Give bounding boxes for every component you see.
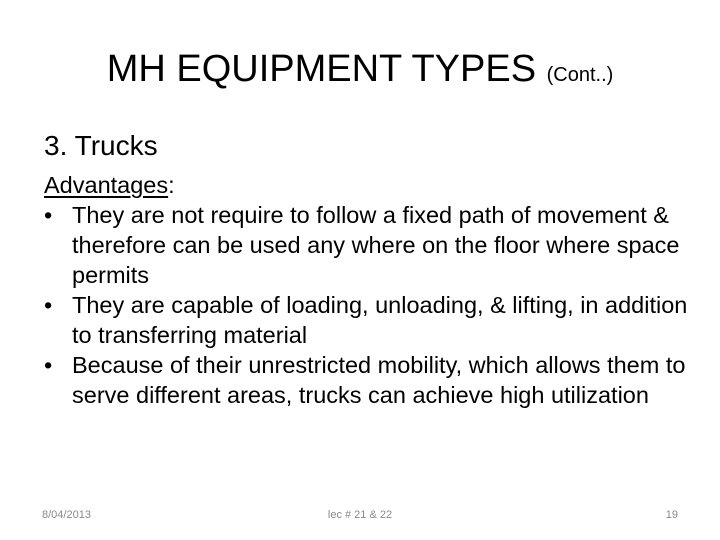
advantages-label: Advantages (44, 172, 169, 198)
bullet-text: They are capable of loading, unloading, & lifting, in addition to transferring material (72, 292, 688, 348)
footer-page-number: 19 (665, 509, 678, 521)
slide-title-main: MH EQUIPMENT TYPES (106, 48, 537, 90)
slide-title-suffix: (Cont..) (546, 64, 614, 86)
slide-title (0, 46, 720, 98)
slide-body (44, 128, 694, 410)
footer-lecture: lec # 21 & 22 (327, 509, 393, 521)
list-item (44, 350, 694, 410)
bullet-icon: • (44, 292, 53, 318)
bullet-icon: • (44, 352, 53, 378)
section-heading: 3. Trucks (44, 130, 158, 161)
bullet-icon: • (44, 202, 53, 228)
bullet-text: Because of their unrestricted mobility, which allows them to serve different areas, trucks can achieve high utilization (72, 352, 686, 408)
bullet-text: They are not require to follow a fixed path of movement & therefore can be used any where on the floor where space permits (72, 202, 680, 288)
list-item (44, 290, 694, 350)
list-item (44, 200, 694, 290)
footer-date: 8/04/2013 (42, 509, 91, 521)
advantages-colon: : (168, 172, 175, 198)
advantages-list (44, 200, 694, 410)
advantages-heading (44, 170, 694, 200)
